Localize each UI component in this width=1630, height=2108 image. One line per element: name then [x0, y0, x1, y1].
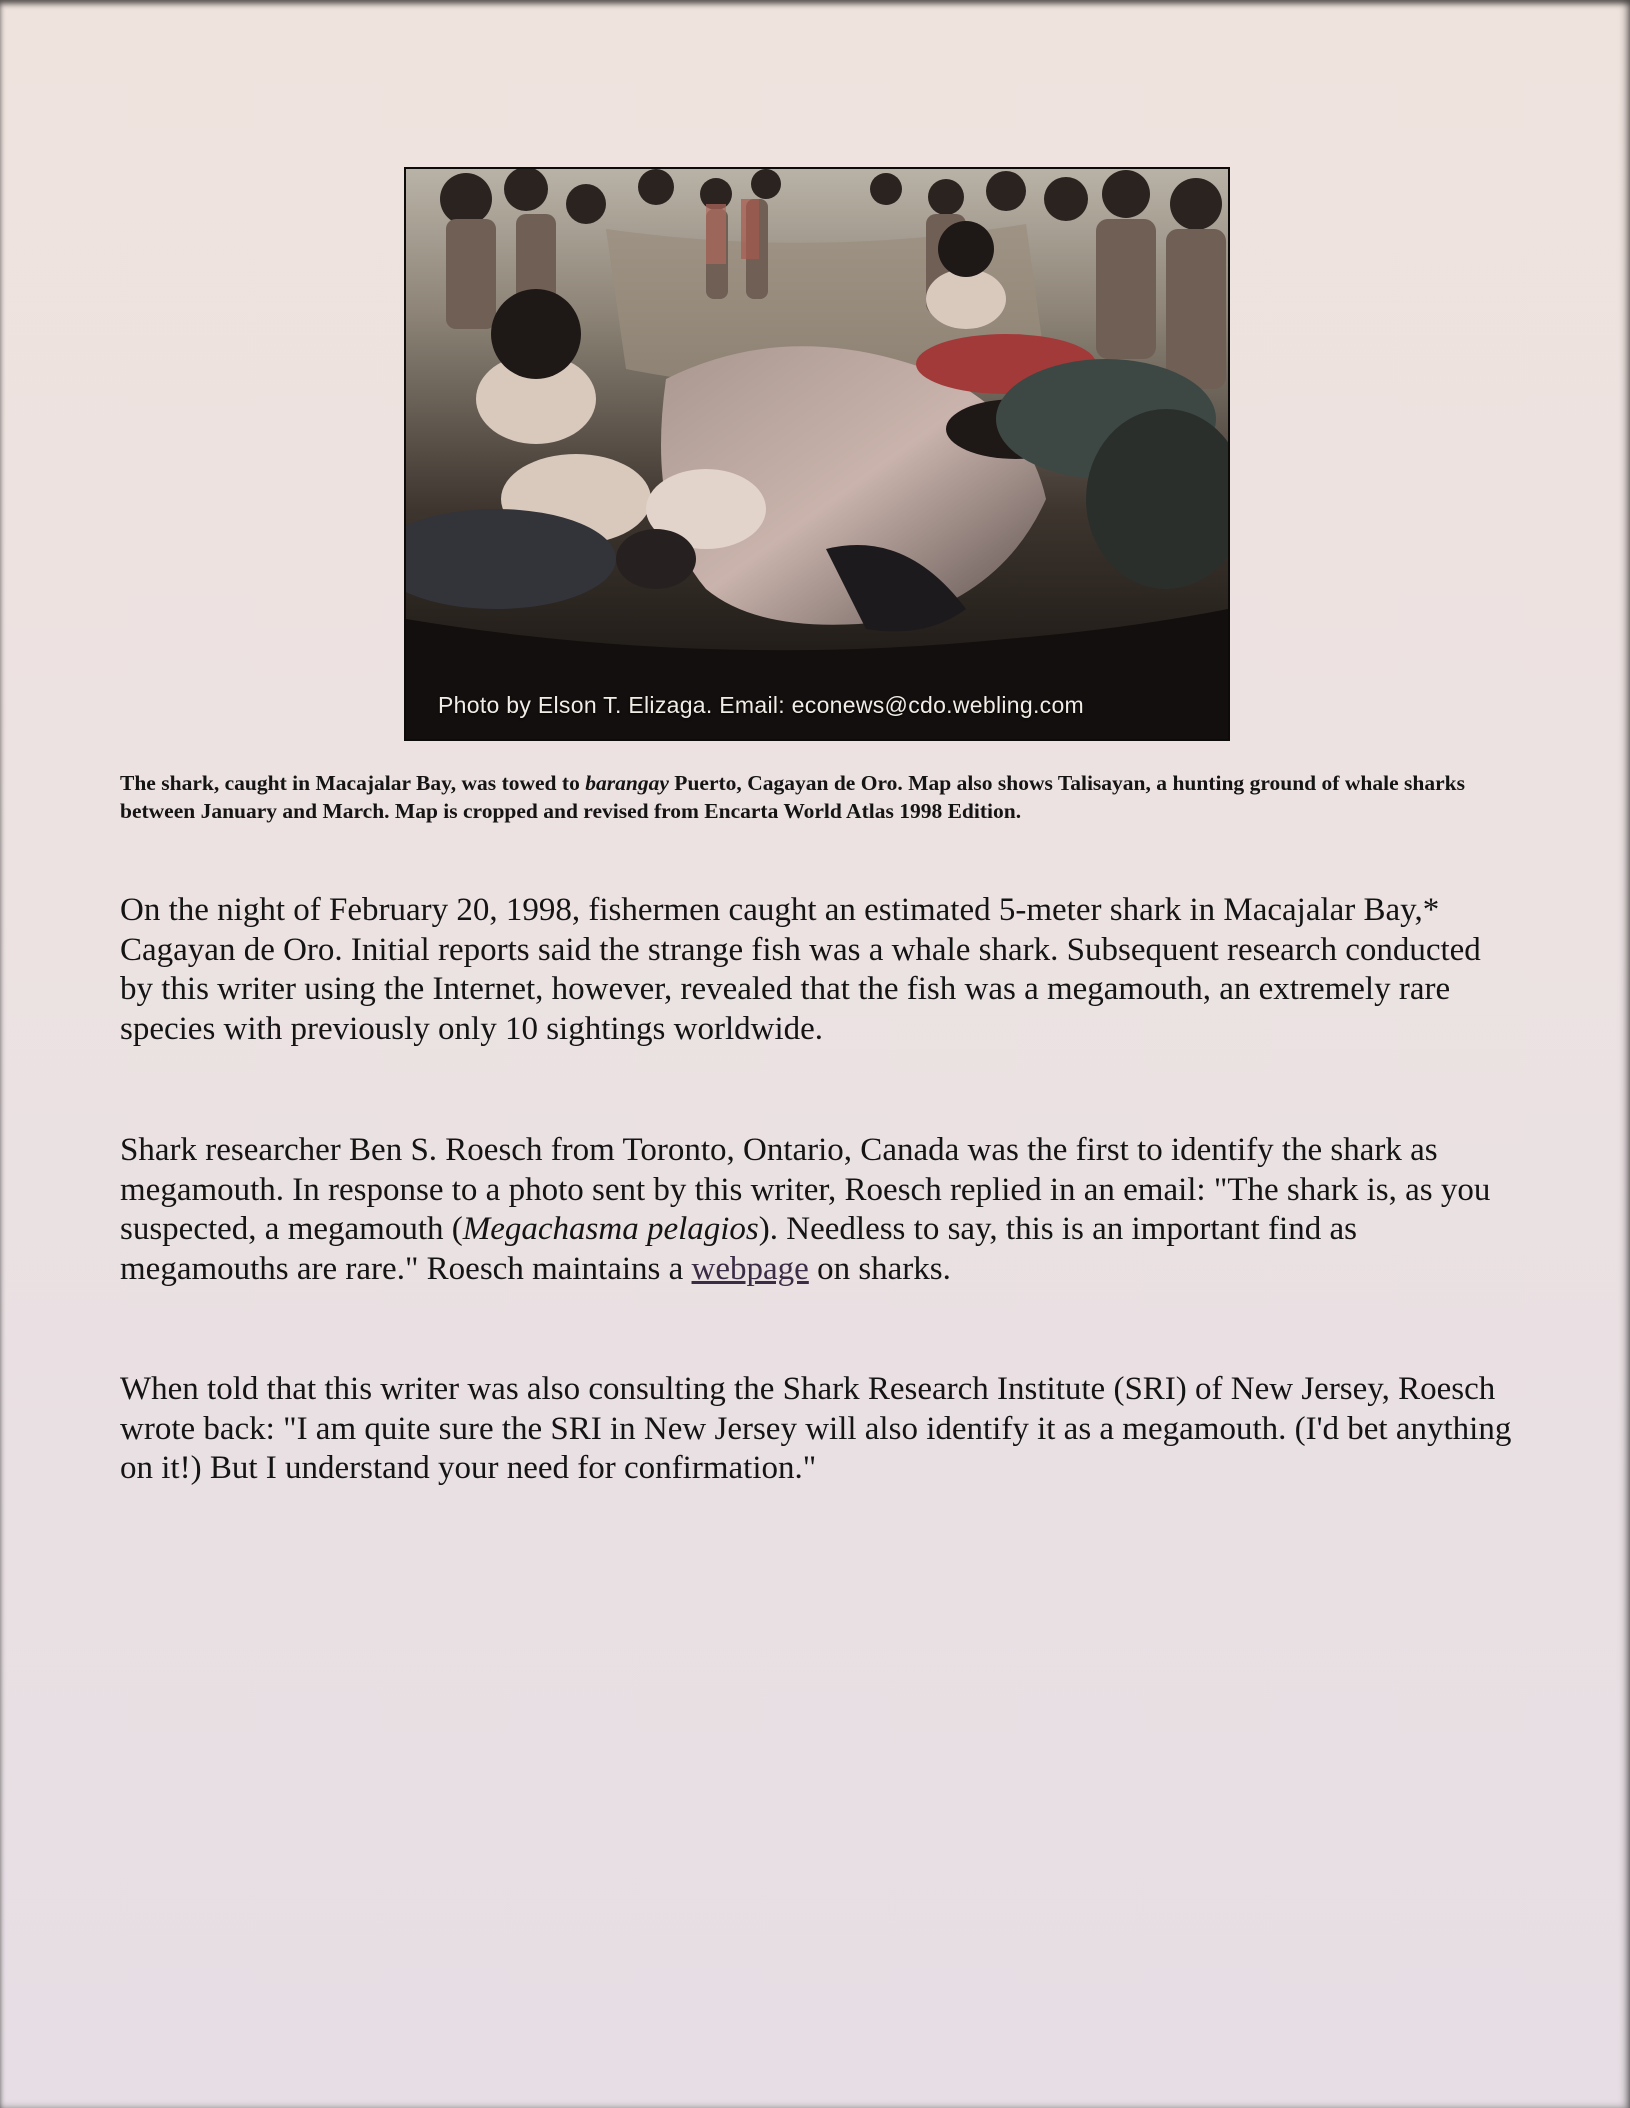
paragraph-2-text-1: Shark researcher Ben S. Roesch from Toronto, Ontario, Canada was the first to identify the shark as megamouth. In response to a photo sent by this writer, Roesch replied in an email: "The shark is, as you suspected, a megamouth ( [120, 1132, 1491, 1247]
webpage-link[interactable]: webpage [691, 1250, 809, 1287]
photo-credit: Photo by Elson T. Elizaga. Email: econews@cdo.webling.com [438, 692, 1085, 718]
article-paragraph-3: When told that this writer was also consulting the Shark Research Institute (SRI) of New Jersey, Roesch wrote back: "I am quite sure the SRI in New Jersey will also identify it as a megamouth. (I'd bet anything on it!) But I understand your need for confirmation." [120, 1371, 1512, 1486]
caption-text-2: Puerto, Cagayan de Oro. Map also shows Talisayan, a hunting ground of whale sharks between January and March. Map is cropped and revised from Encarta World Atlas 1998 Edition. [120, 771, 1465, 823]
caption-text-1: The shark, caught in Macajalar Bay, was towed to [120, 771, 586, 795]
paragraph-2-text-2: ). Needless to say, this is an important find as megamouths are rare." Roesch maintains a [120, 1211, 1357, 1287]
paragraph-2-text-3: on sharks. [808, 1250, 951, 1287]
article-paragraph-2 [120, 1131, 1520, 1289]
species-name: Megachasma pelagios [462, 1211, 759, 1247]
article-paragraph-1: On the night of February 20, 1998, fishermen caught an estimated 5-meter shark in Macajalar Bay,* Cagayan de Oro. Initial reports said the strange fish was a whale shark. Subsequent research conducted by this writer using the Internet, however, revealed that the fish was a megamouth, an extremely rare species with previously only 10 sightings worldwide. [120, 892, 1481, 1047]
shark-photo [404, 167, 1230, 741]
caption-italic-barangay: barangay [585, 771, 669, 795]
shark-photo-image [406, 169, 1228, 739]
photo-caption [120, 769, 1465, 825]
